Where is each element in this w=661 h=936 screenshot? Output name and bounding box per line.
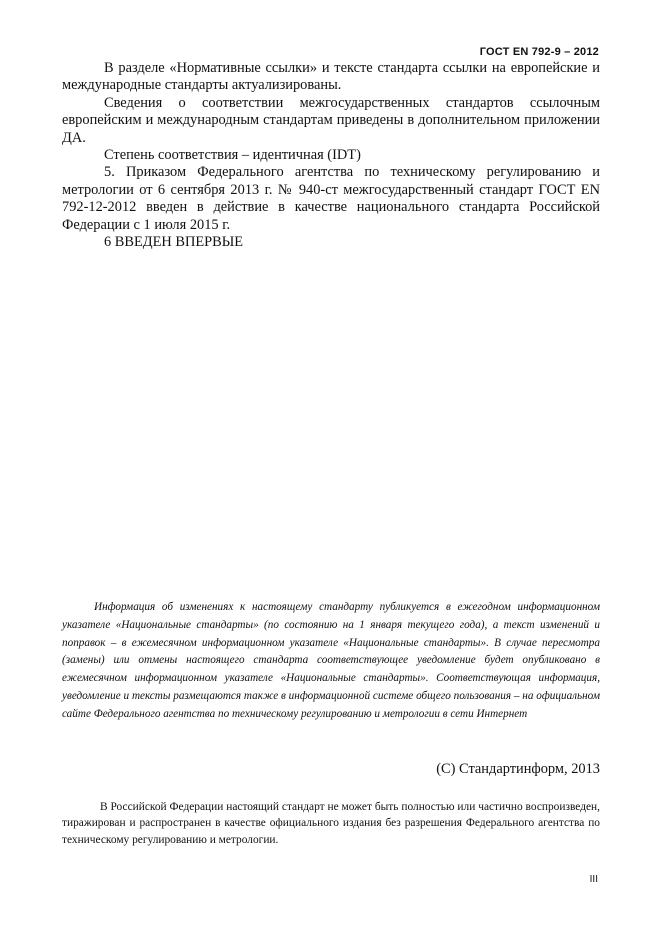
paragraph-introduced-first: 6 ВВЕДЕН ВПЕРВЫЕ xyxy=(104,234,244,251)
paragraph-conformity-degree: Степень соответствия – идентичная (IDT) xyxy=(104,147,361,164)
standard-code-header: ГОСТ EN 792-9 – 2012 xyxy=(479,46,599,58)
changes-info-text: Информация об изменениях к настоящему стандарту публикуется в ежегодном информационном указателе «Национальные стандарты» (по состоянию на 1 января текущего года), а текст изменений и поправок – в ежемесячном информационном указателе «Национальные стандарты». В случае пересмотра (замены) или отмены настоящего стандарта соответствующее уведомление будет опубликовано в ежемесячном информационном указателе «Национальные стандарты». Соответствующая информация, уведомление и тексты размещаются также в информационной системе общего пользования – на официальном сайте Федерального агентства по техническому регулированию и метрологии в сети Интернет xyxy=(62,601,600,720)
copyright-line: (С) Стандартинформ, 2013 xyxy=(436,761,600,777)
body-text xyxy=(62,60,600,251)
paragraph-normative-references: В разделе «Нормативные ссылки» и тексте стандарта ссылки на европейские и международные стандарты актуализированы. xyxy=(62,60,600,94)
page-number: III xyxy=(589,874,598,885)
reproduction-notice-text: В Российской Федерации настоящий стандарт не может быть полностью или частично воспроизведен, тиражирован и распространен в качестве официального издания без разрешения Федерального агентства по техническому регулированию и метрологии. xyxy=(62,801,600,846)
paragraph-conformity-info: Сведения о соответствии межгосударственных стандартов ссылочным европейским и международным стандартам приведены в дополнительном приложении ДА. xyxy=(62,94,600,146)
reproduction-notice xyxy=(62,799,600,848)
changes-info-block xyxy=(62,599,600,724)
paragraph-order-enactment: 5. Приказом Федерального агентства по техническому регулированию и метрологии от 6 сентября 2013 г. № 940-ст межгосударственный стандарт ГОСТ EN 792-12-2012 введен в действие в качестве национального стандарта Российской Федерации с 1 июля 2015 г. xyxy=(62,164,600,233)
